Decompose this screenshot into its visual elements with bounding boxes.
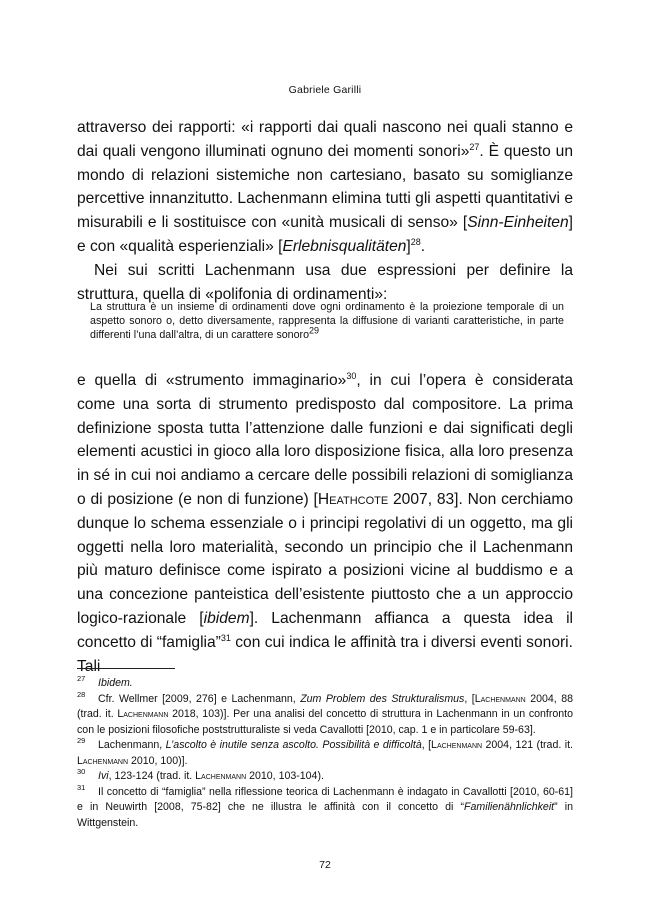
footnotes: [77, 676, 573, 831]
footnote-29: 29 Lachenmann, L’ascolto è inutile senza ascolto. Possibilità e difficoltà, [Lachenmann 2004, 121 (trad. it. Lachenmann 2010, 100)].: [77, 736, 573, 767]
block-quote: La struttura è un insieme di ordinamenti dove ogni ordinamento è la proiezione temporale di un aspetto sonoro o, detto diversamente, rappresenta la diffusione di varianti caratteristiche, in parte differenti l’una dall’altra, di un carattere sonoro$^{29}$: [90, 301, 564, 342]
footnote-ref-30[interactable]: 30: [346, 370, 357, 381]
footnote-31: 31 Il concetto di “famiglia” nella riflessione teorica di Lachenmann è indagato in Cavallotti [2010, 60-61] e in Neuwirth [2008, 75-82] che ne illustra le affinità con il concetto di “Familienähnlichkeit” in Wittgenstein.: [77, 782, 573, 829]
paragraph-2: Nei sui scritti Lachenmann usa due espressioni per definire la struttura, quella di «polifonia di ordinamenti»:: [77, 261, 573, 303]
footnote-ref-29[interactable]: 29: [309, 325, 320, 336]
body-text-bottom: [77, 369, 573, 678]
running-header: Gabriele Garilli: [288, 84, 362, 96]
footnote-30: 30 Ivi, 123-124 (trad. it. Lachenmann 2010, 103-104).: [77, 767, 324, 782]
footnote-27: 27 Ibidem.: [77, 674, 133, 689]
body-text-top: [77, 116, 573, 306]
page-number: 72: [319, 859, 331, 871]
paragraph-3: e quella di «strumento immaginario»$^{30}$, in cui l’opera è considerata come una sorta di strumento predisposto dal compositore. La prima definizione sposta tutta l’attenzione dalle funzioni e dai significati degli elementi acustici in gioco alla loro disposizione fisica, alla loro presenza in sé in cui noi andiamo a cercare delle possibili relazioni di somiglianza o di posizione (e non di funzione) [Heathcote 2007, 83]. Non cerchiamo dunque lo schema essenziale o i principi regolativi di un oggetto, ma gli oggetti nella loro materialità, secondo un principio che il Lachenmann più maturo definisce come ispirato a posizioni vicine al buddismo e a una concezione panteistica dell’esistente piuttosto che a un approccio logico-razionale [ibidem]. Lachenmann affianca a questa idea il concetto di “famiglia”$^{31}$ con cui indica le affinità tra i diversi eventi sonori. Tali: [77, 370, 574, 675]
footnote-ref-27[interactable]: 27: [469, 141, 480, 152]
footnote-ref-28[interactable]: 28: [410, 236, 421, 247]
footnote-divider: [77, 668, 175, 669]
footnote-28: 28 Cfr. Wellmer [2009, 276] e Lachenmann, Zum Problem des Strukturalismus, [Lachenmann 2004, 88 (trad. it. Lachenmann 2018, 103)]. Per una analisi del concetto di struttura in Lachenmann in un confronto con le posizioni filosofiche poststrutturaliste si veda Cavallotti [2010, cap. 1 e in particolare 59-63].: [77, 689, 573, 736]
footnote-ref-31[interactable]: 31: [220, 632, 231, 643]
paragraph-1: attraverso dei rapporti: «i rapporti dai quali nascono nei quali stanno e dai quali vengono illuminati ognuno dei momenti sonori»$^{27}$. È questo un mondo di relazioni sistemiche non cartesiano, basato su somiglianze percettive innanzitutto. Lachenmann elimina tutti gli aspetti quantitativi e misurabili e li sostituisce con «unità musicali di senso» [Sinn-Einheiten] e con «qualità esperienziali» [Erlebnisqualitäten]$^{28}$.: [77, 119, 574, 255]
